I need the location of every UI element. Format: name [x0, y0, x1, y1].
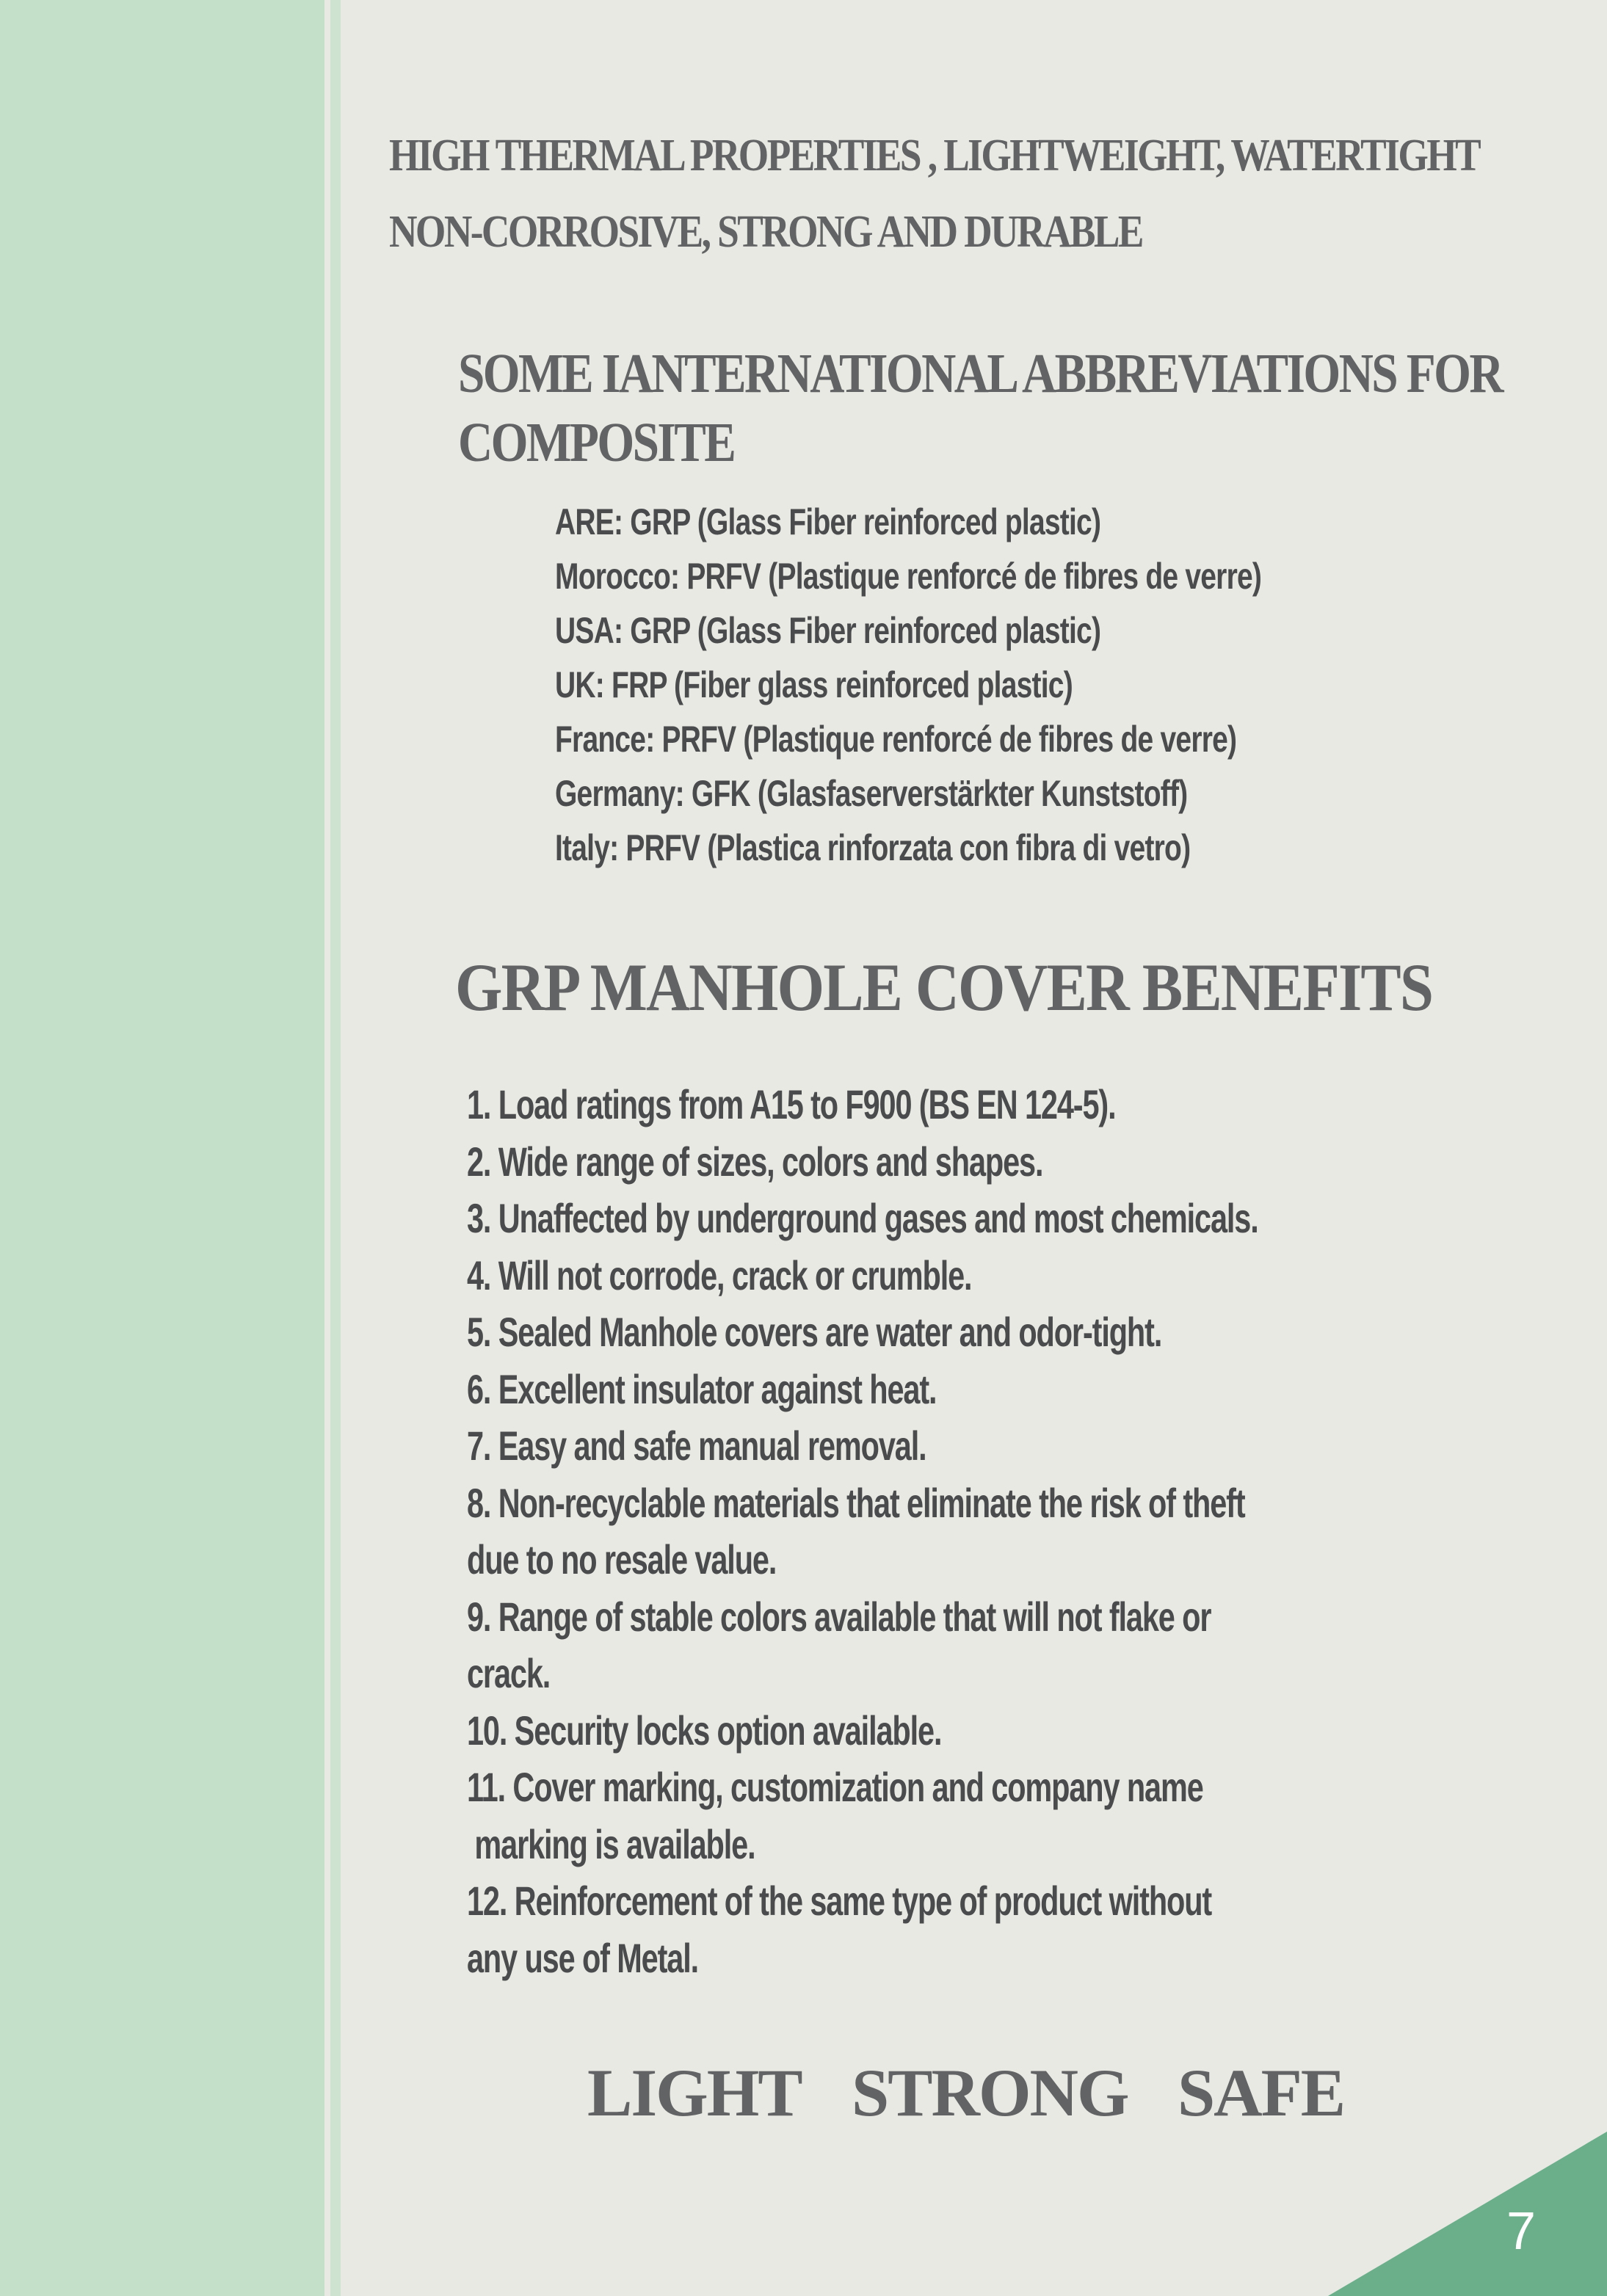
- list-item: 3. Unaffected by underground gases and most chemicals.: [467, 1195, 1258, 1241]
- list-item: 11. Cover marking, customization and company name: [467, 1764, 1203, 1810]
- list-item: 2. Wide range of sizes, colors and shapes.: [467, 1138, 1043, 1185]
- list-item: 10. Security locks option available.: [467, 1707, 942, 1754]
- list-item: 4. Will not corrode, crack or crumble.: [467, 1251, 972, 1298]
- sidebar-stripe: [330, 0, 341, 2296]
- list-item: 7. Easy and safe manual removal.: [467, 1423, 926, 1469]
- list-item: crack.: [467, 1650, 551, 1696]
- list-item: Germany: GFK (Glasfaserverstärkter Kunststoff): [555, 773, 1188, 814]
- abbreviations-heading: [458, 339, 1502, 477]
- list-item: ARE: GRP (Glass Fiber reinforced plastic): [555, 501, 1101, 542]
- page-corner-triangle: [1328, 2132, 1607, 2296]
- list-item: 1. Load ratings from A15 to F900 (BS EN 124-5).: [467, 1081, 1116, 1127]
- corner-triangle-shape: [1328, 2132, 1607, 2296]
- list-item: any use of Metal.: [467, 1934, 699, 1981]
- list-item: 6. Excellent insulator against heat.: [467, 1365, 937, 1412]
- benefits-list: [467, 1076, 1499, 1986]
- sidebar-panel: [0, 0, 324, 2296]
- abbreviations-list: [555, 495, 1261, 875]
- page-number: 7: [1506, 2202, 1537, 2261]
- list-item: USA: GRP (Glass Fiber reinforced plastic): [555, 610, 1101, 651]
- tagline: [389, 117, 1480, 270]
- slogan-light: LIGHT: [587, 2055, 802, 2130]
- list-item: due to no resale value.: [467, 1536, 777, 1583]
- list-item: 12. Reinforcement of the same type of product without: [467, 1878, 1212, 1924]
- list-item: Italy: PRFV (Plastica rinforzata con fibra di vetro): [555, 827, 1191, 868]
- tagline-line-2: NON-CORROSIVE, STRONG AND DURABLE: [389, 207, 1142, 257]
- list-item: Morocco: PRFV (Plastique renforcé de fibres de verre): [555, 556, 1262, 597]
- abbreviations-heading-line-1: SOME IANTERNATIONAL ABBREVIATIONS FOR: [458, 343, 1503, 404]
- benefits-heading: GRP MANHOLE COVER BENEFITS: [455, 950, 1433, 1025]
- list-item: 9. Range of stable colors available that will not flake or: [467, 1593, 1211, 1640]
- list-item: 8. Non-recyclable materials that eliminate the risk of theft: [467, 1479, 1245, 1526]
- list-item: UK: FRP (Fiber glass reinforced plastic): [555, 664, 1073, 705]
- abbreviations-heading-line-2: COMPOSITE: [458, 412, 735, 473]
- list-item: marking is available.: [467, 1820, 755, 1867]
- slogan-strong: STRONG: [852, 2055, 1128, 2130]
- list-item: 5. Sealed Manhole covers are water and odor-tight.: [467, 1309, 1162, 1355]
- list-item: France: PRFV (Plastique renforcé de fibres de verre): [555, 719, 1237, 760]
- slogan-safe: SAFE: [1178, 2055, 1345, 2130]
- tagline-line-1: HIGH THERMAL PROPERTIES , LIGHTWEIGHT, WATERTIGHT: [389, 131, 1480, 181]
